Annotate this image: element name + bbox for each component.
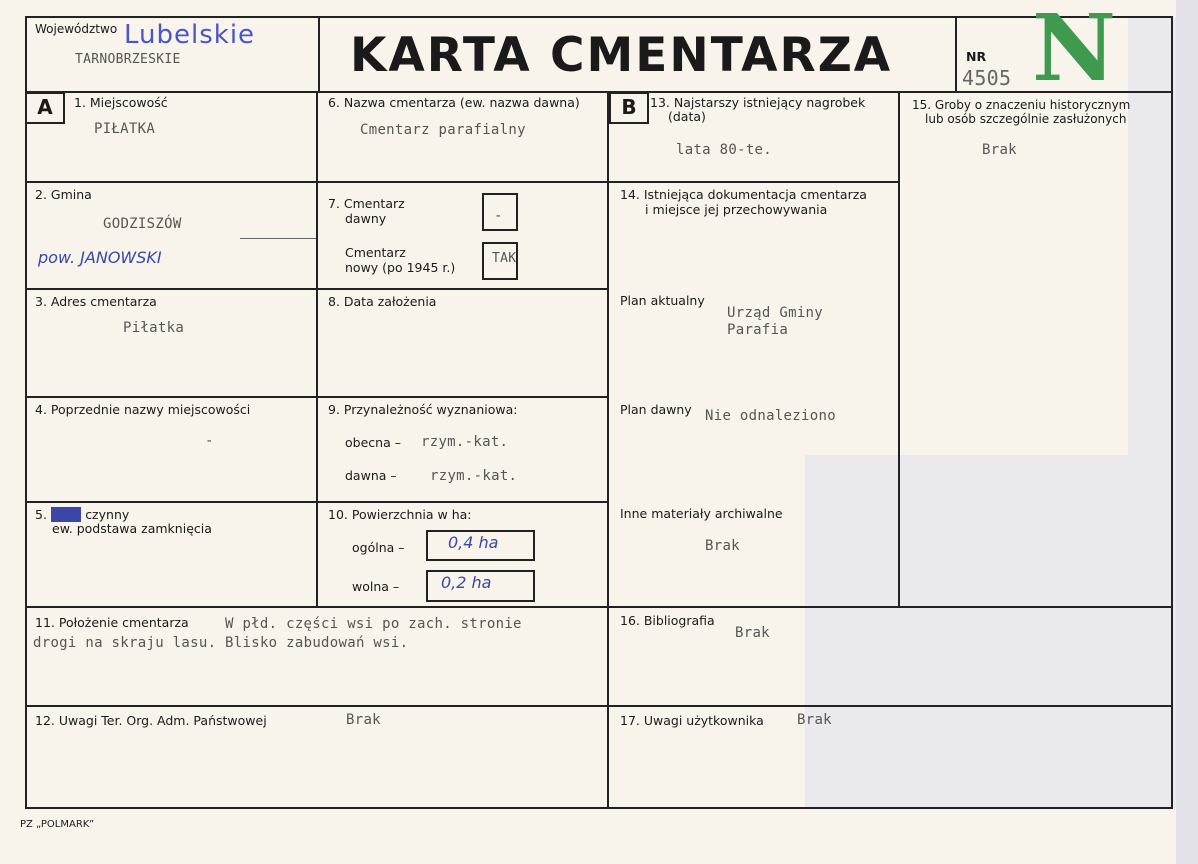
f16-label: 16. Bibliografia xyxy=(620,613,715,628)
f9-dawna-label: dawna – xyxy=(345,468,397,483)
section-b-box: B xyxy=(609,92,649,124)
f10-ogolna-label: ogólna – xyxy=(352,540,405,555)
f4-label: 4. Poprzednie nazwy miejscowości xyxy=(35,402,251,417)
col-divider-3 xyxy=(898,91,900,607)
plan-dawny-value: Nie odnaleziono xyxy=(705,408,836,424)
plan-aktualny-value1: Urząd Gminy xyxy=(727,305,824,321)
f5-label-line2: ew. podstawa zamknięcia xyxy=(52,521,212,536)
f4-value: - xyxy=(205,433,214,449)
f15-label-line1: 15. Groby o znaczeniu historycznym xyxy=(912,98,1131,112)
wojewodztwo-old-value: TARNOBRZESKIE xyxy=(75,52,181,67)
f16-value: Brak xyxy=(735,625,770,641)
inne-value: Brak xyxy=(705,538,740,554)
inne-label: Inne materiały archiwalne xyxy=(620,506,783,521)
wojewodztwo-label: Województwo xyxy=(35,22,118,36)
f1-value: PIŁATKA xyxy=(94,121,156,137)
f2-handwritten-powiat: pow. JANOWSKI xyxy=(38,248,162,267)
plan-dawny-label: Plan dawny xyxy=(620,402,692,417)
f10-wolna-value: 0,2 ha xyxy=(441,573,492,592)
f7-label-b2: nowy (po 1945 r.) xyxy=(345,260,456,275)
f9-obecna-label: obecna – xyxy=(345,435,401,450)
col-divider-1 xyxy=(316,91,318,607)
row-line-4 xyxy=(25,501,608,503)
f11-label: 11. Położenie cmentarza xyxy=(35,615,189,630)
f10-label: 10. Powierzchnia w ha: xyxy=(328,507,472,522)
frame-right xyxy=(1171,16,1173,809)
f13-label-line1: 13. Najstarszy istniejący nagrobek xyxy=(650,95,866,110)
row-line-1 xyxy=(25,181,608,183)
f9-label: 9. Przynależność wyznaniowa: xyxy=(328,402,518,417)
f11-value-line1: W płd. części wsi po zach. stronie xyxy=(225,616,522,632)
f7-label-a2: dawny xyxy=(345,211,387,226)
section-a-box: A xyxy=(25,92,65,124)
frame-bottom xyxy=(25,807,1173,809)
f17-label: 17. Uwagi użytkownika xyxy=(620,713,764,728)
f8-label: 8. Data założenia xyxy=(328,294,437,309)
scan-shade-edge xyxy=(1176,0,1198,864)
header-bottom xyxy=(25,91,1173,93)
col-divider-2 xyxy=(607,91,609,808)
f15-label-line2: lub osób szczególnie zasłużonych xyxy=(925,112,1127,126)
f15-value: Brak xyxy=(982,142,1017,158)
f7-nowy-value: TAK xyxy=(492,251,517,266)
f2-label: 2. Gmina xyxy=(35,187,92,202)
f9-obecna-value: rzym.-kat. xyxy=(421,434,509,450)
f5-prefix: 5. xyxy=(35,507,47,522)
nr-value: 4505 xyxy=(962,66,1012,90)
nr-label: NR xyxy=(966,49,987,64)
f14-label-line1: 14. Istniejąca dokumentacja cmentarza xyxy=(620,187,867,202)
gmina-underline xyxy=(240,238,316,239)
f3-value: Piłatka xyxy=(123,320,185,336)
f7-label-b: Cmentarz xyxy=(345,245,406,260)
f2-value: GODZISZÓW xyxy=(103,216,182,232)
f5-label xyxy=(35,508,129,522)
f17-value: Brak xyxy=(797,712,832,728)
f3-label: 3. Adres cmentarza xyxy=(35,294,157,309)
f13-value: lata 80-te. xyxy=(676,142,773,158)
row-line-3 xyxy=(25,396,608,398)
f6-value: Cmentarz parafialny xyxy=(360,122,526,138)
row-line-13 xyxy=(607,181,900,183)
f13-label-line2: (data) xyxy=(668,109,706,124)
frame-top xyxy=(25,16,1173,18)
card-title: KARTA CMENTARZA xyxy=(350,28,893,83)
f11-value-line2: drogi na skraju lasu. Blisko zabudowań wsi. xyxy=(33,635,409,651)
f10-wolna-label: wolna – xyxy=(352,579,400,594)
frame-left xyxy=(25,16,27,809)
f6-label: 6. Nazwa cmentarza (ew. nazwa dawna) xyxy=(328,95,580,110)
f14-label-line2: i miejsce jej przechowywania xyxy=(645,202,828,217)
header-divider-right xyxy=(955,16,957,92)
f7-dawny-value: - xyxy=(494,208,503,224)
row-line-2 xyxy=(25,288,608,290)
f5-rest: czynny xyxy=(85,507,130,522)
wojewodztwo-stamp: Lubelskie xyxy=(124,20,256,50)
header-divider-left xyxy=(318,16,320,92)
f10-ogolna-value: 0,4 ha xyxy=(448,533,499,552)
f12-label: 12. Uwagi Ter. Org. Adm. Państwowej xyxy=(35,713,267,728)
plan-aktualny-value2: Parafia xyxy=(727,322,789,338)
scan-shade-bottom xyxy=(805,455,1177,809)
green-n-stamp: N xyxy=(1032,0,1117,102)
printer-mark: PZ „POLMARK” xyxy=(20,819,95,830)
f7-label-a: 7. Cmentarz xyxy=(328,196,405,211)
f9-dawna-value: rzym.-kat. xyxy=(430,468,518,484)
plan-aktualny-label: Plan aktualny xyxy=(620,293,705,308)
row-line-5 xyxy=(25,606,1173,608)
f5-struck: (Nie) xyxy=(50,507,82,522)
f12-value: Brak xyxy=(346,712,381,728)
row-line-6 xyxy=(25,705,1173,707)
f1-label: 1. Miejscowość xyxy=(74,95,168,110)
scan-shade-top xyxy=(1128,18,1176,458)
